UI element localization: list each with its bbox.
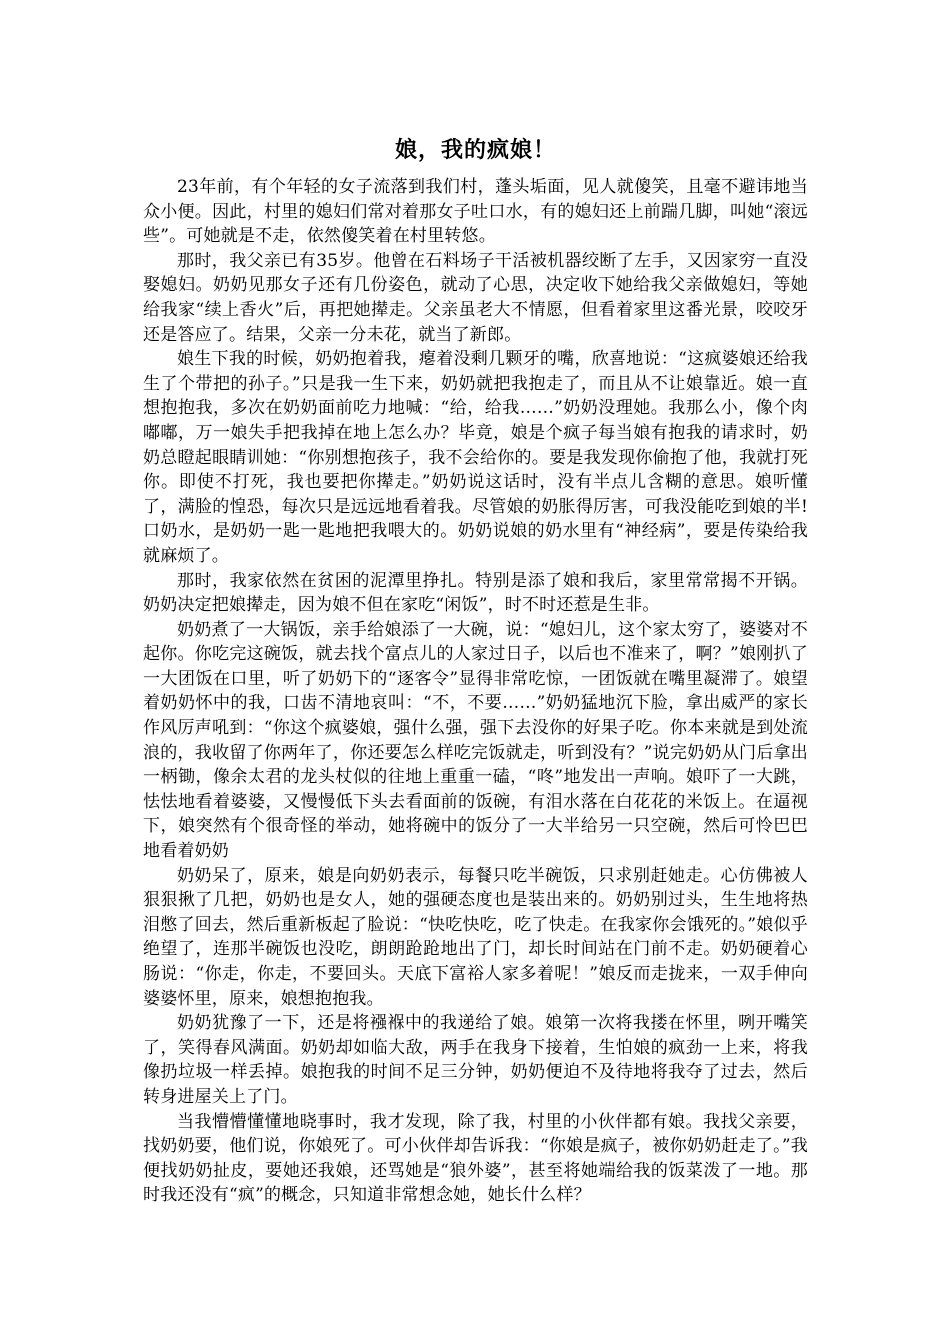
document-body	[143, 133, 808, 1208]
paragraph: 当我懵懵懂懂地晓事时，我才发现，除了我，村里的小伙伴都有娘。我找父亲要，找奶奶要，他们说，你娘死了。可小伙伴却告诉我：“你娘是疯子，被你奶奶赶走了。”我便找奶奶扯皮，要她还我娘，还骂她是“狼外婆”，甚至将她端给我的饭菜泼了一地。那时我还没有“疯”的概念，只知道非常想念她，她长什么样？	[143, 1111, 808, 1206]
paragraph: 那时，我父亲已有35岁。他曾在石料场子干活被机器绞断了左手，又因家穷一直没娶媳妇。奶奶见那女子还有几份姿色，就动了心思，决定收下她给我父亲做媳妇，等她给我家“续上香火”后，再把她撵走。父亲虽老大不情愿，但看着家里这番光景，咬咬牙还是答应了。结果，父亲一分未花，就当了新郎。	[143, 250, 808, 345]
paragraph: 那时，我家依然在贫困的泥潭里挣扎。特别是添了娘和我后，家里常常揭不开锅。奶奶决定把娘撵走，因为娘不但在家吃“闲饭”，时不时还惹是生非。	[143, 570, 808, 616]
paragraph: 奶奶煮了一大锅饭，亲手给娘添了一大碗，说：“媳妇儿，这个家太穷了，婆婆对不起你。你吃完这碗饭，就去找个富点儿的人家过日子，以后也不准来了，啊？”娘刚扒了一大团饭在口里，听了奶奶下的“逐客令”显得非常吃惊，一团饭就在嘴里凝滞了。娘望着奶奶怀中的我，口齿不清地哀叫：“不，不要……”奶奶猛地沉下脸，拿出威严的家长作风厉声吼到：“你这个疯婆娘，强什么强，强下去没你的好果子吃。你本来就是到处流浪的，我收留了你两年了，你还要怎么样吃完饭就走，听到没有？”说完奶奶从门后拿出一柄锄，像余太君的龙头杖似的往地上重重一磕，“咚”地发出一声响。娘吓了一大跳，怯怯地看着婆婆，又慢慢低下头去看面前的饭碗，有泪水落在白花花的米饭上。在逼视下，娘突然有个很奇怪的举动，她将碗中的饭分了一大半给另一只空碗，然后可怜巴巴地看着奶奶	[143, 619, 808, 862]
paragraph: 奶奶呆了，原来，娘是向奶奶表示，每餐只吃半碗饭，只求别赶她走。心仿佛被人狠狠揪了几把，奶奶也是女人，她的强硬态度也是装出来的。奶奶别过头，生生地将热泪憋了回去，然后重新板起了脸说：“快吃快吃，吃了快走。在我家你会饿死的。”娘似乎绝望了，连那半碗饭也没吃，朗朗跄跄地出了门，却长时间站在门前不走。奶奶硬着心肠说：“你走，你走，不要回头。天底下富裕人家多着呢！”娘反而走拢来，一双手伸向婆婆怀里，原来，娘想抱抱我。	[143, 865, 808, 1009]
paragraph: 奶奶犹豫了一下，还是将襁褓中的我递给了娘。娘第一次将我搂在怀里，咧开嘴笑了，笑得春风满面。奶奶却如临大敌，两手在我身下接着，生怕娘的疯劲一上来，将我像扔垃圾一样丢掉。娘抱我的时间不足三分钟，奶奶便迫不及待地将我夺了过去，然后转身进屋关上了门。	[143, 1013, 808, 1107]
paragraph: 23年前，有个年轻的女子流落到我们村，蓬头垢面，见人就傻笑，且毫不避讳地当众小便。因此，村里的媳妇们常对着那女子吐口水，有的媳妇还上前踹几脚，叫她“滚远些”。可她就是不走，依然傻笑着在村里转悠。	[143, 177, 808, 247]
document-title: 娘，我的疯娘！	[394, 137, 556, 163]
paragraph: 娘生下我的时候，奶奶抱着我，瘪着没剩几颗牙的嘴，欣喜地说：“这疯婆娘还给我生了个带把的孙子。”只是我一生下来，奶奶就把我抱走了，而且从不让娘靠近。娘一直想抱抱我，多次在奶奶面前吃力地喊：“给，给我……”奶奶没理她。我那么小，像个肉嘟嘟，万一娘失手把我掉在地上怎么办？毕竟，娘是个疯子每当娘有抱我的请求时，奶奶总瞪起眼睛训她：“你别想抱孩子，我不会给你的。要是我发现你偷抱了他，我就打死你。即使不打死，我也要把你撵走。”奶奶说这话时，没有半点儿含糊的意思。娘听懂了，满脸的惶恐，每次只是远远地看着我。尽管娘的奶胀得厉害，可我没能吃到娘的半! 口奶水，是奶奶一匙一匙地把我喂大的。奶奶说娘的奶水里有“神经病”，要是传染给我就麻烦了。	[143, 349, 808, 566]
